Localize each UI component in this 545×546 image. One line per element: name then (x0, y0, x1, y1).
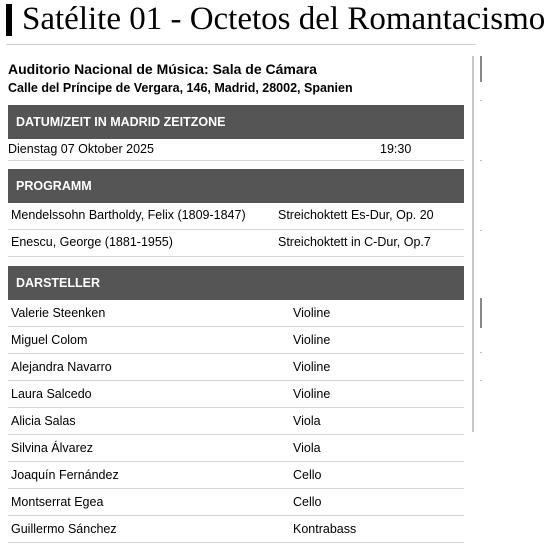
venue-address: Calle del Príncipe de Vergara, 146, Madrid, 28002, Spanien (8, 81, 353, 95)
event-time: 19:30 (380, 142, 412, 156)
performer-row (8, 435, 464, 462)
performer-name: Guillermo Sánchez (11, 522, 117, 536)
performer-instrument: Violine (293, 387, 331, 401)
datetime-row (8, 139, 464, 161)
performer-instrument: Cello (293, 468, 322, 482)
performer-instrument: Violine (293, 360, 331, 374)
sidebar-edge-tick (480, 160, 482, 161)
sidebar-edge-block (480, 56, 482, 82)
performer-instrument: Cello (293, 495, 322, 509)
sidebar-edge-tick (480, 352, 482, 353)
performer-name: Valerie Steenken (11, 306, 106, 320)
performer-name: Laura Salcedo (11, 387, 92, 401)
performer-row (8, 462, 464, 489)
sidebar-edge-tick (480, 230, 482, 231)
performer-instrument: Viola (293, 441, 321, 455)
performer-name: Alicia Salas (11, 414, 76, 428)
performer-row (8, 408, 464, 435)
performer-name: Montserrat Egea (11, 495, 104, 509)
performer-row (8, 354, 464, 381)
performer-name: Miguel Colom (11, 333, 88, 347)
page-title: Satélite 01 - Octetos del Romantacismo (22, 1, 545, 37)
performer-row (8, 381, 464, 408)
performer-row (8, 489, 464, 516)
program-work: Streichoktett Es-Dur, Op. 20 (278, 208, 434, 222)
performer-name: Alejandra Navarro (11, 360, 112, 374)
program-work: Streichoktett in C-Dur, Op.7 (278, 235, 431, 249)
program-composer: Mendelssohn Bartholdy, Felix (1809-1847) (11, 208, 246, 222)
venue-name: Auditorio Nacional de Música: Sala de Cámara (8, 61, 317, 77)
sidebar-edge-block (480, 298, 482, 328)
event-date: Dienstag 07 Oktober 2025 (8, 142, 154, 156)
datetime-section-header: DATUM/ZEIT IN MADRID ZEITZONE (8, 105, 464, 139)
title-divider (6, 44, 476, 45)
program-row (8, 230, 464, 257)
title-accent-bar (6, 4, 12, 36)
program-row (8, 203, 464, 230)
performer-name: Joaquín Fernández (11, 468, 119, 482)
performer-row (8, 300, 464, 327)
program-section-header: PROGRAMM (8, 169, 464, 203)
page-title-bar (0, 0, 545, 42)
sidebar-divider (472, 56, 474, 432)
performer-row (8, 327, 464, 354)
performers-section-header: DARSTELLER (8, 266, 464, 300)
sidebar-edge-tick (480, 380, 482, 381)
performer-instrument: Violine (293, 333, 331, 347)
performer-name: Silvina Álvarez (11, 441, 93, 455)
program-composer: Enescu, George (1881-1955) (11, 235, 173, 249)
performer-instrument: Kontrabass (293, 522, 357, 536)
performer-instrument: Viola (293, 414, 321, 428)
performer-row (8, 516, 464, 543)
sidebar-edge-tick (480, 100, 482, 101)
performer-instrument: Violine (293, 306, 331, 320)
